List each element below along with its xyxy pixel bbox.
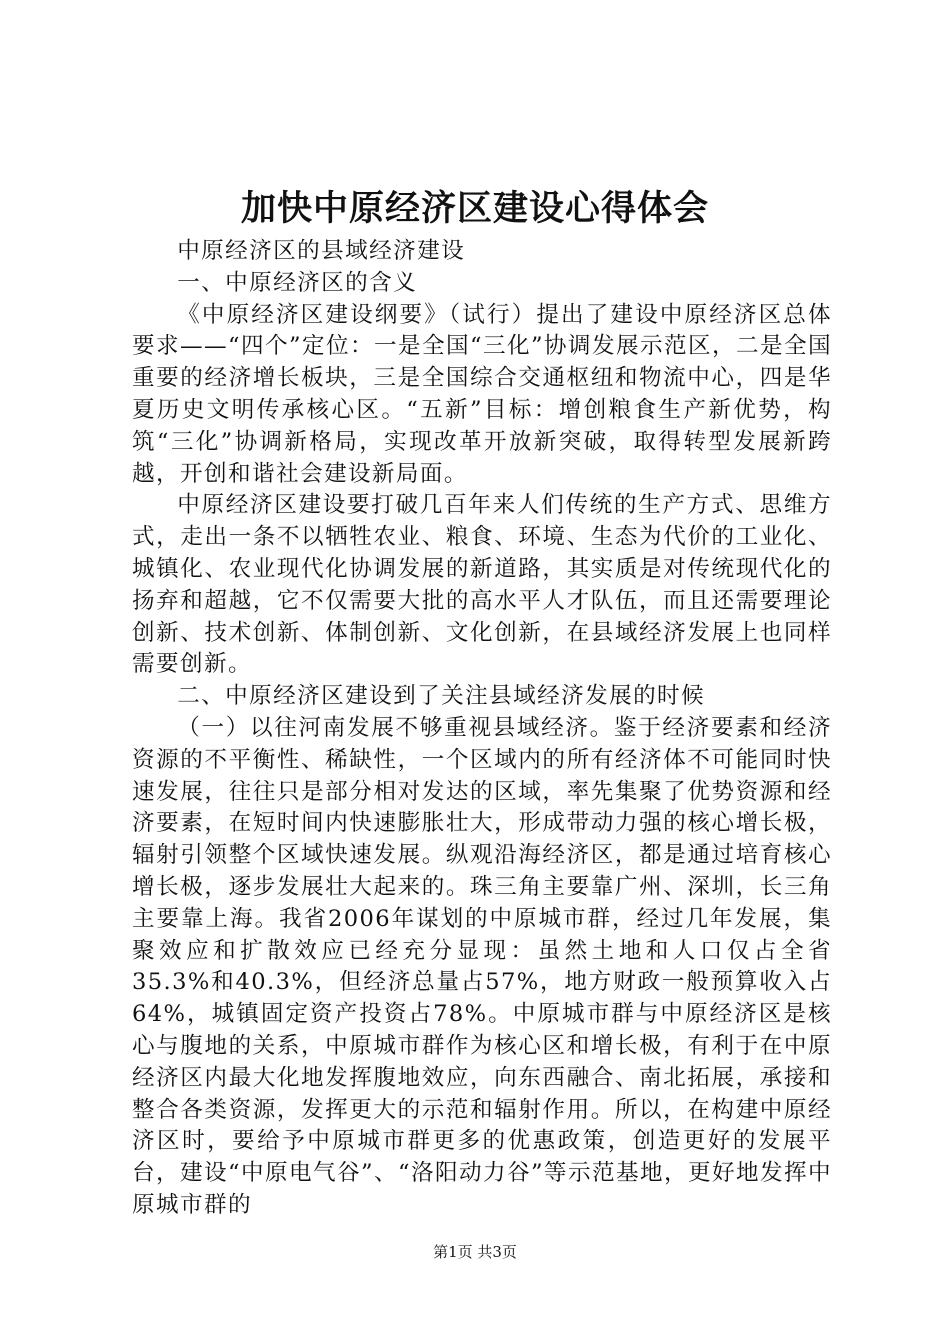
paragraph-heading-2: 二、中原经济区建设到了关注县域经济发展的时候 bbox=[177, 683, 706, 710]
paragraph-subtitle: 中原经济区的县域经济建设 bbox=[177, 238, 466, 264]
paragraph-1: 《中原经济区建设纲要》（试行）提出了建设中原经济区总体要求——“四个”定位：一是全国“三化”协调发展示范区，二是全国重要的经济增长板块，三是全国综合交通枢纽和物流中心，四是华夏历史文明传承核心区。“五新”目标：增创粮食生产新优势，构筑“三化”协调新格局，实现改革开放新突破，取得转型发展新跨越，开创和谐社会建设新局面。 bbox=[132, 301, 832, 487]
document-title: 加快中原经济区建设心得体会 bbox=[240, 188, 709, 229]
paragraph-heading-1: 一、中原经济区的含义 bbox=[177, 269, 418, 296]
paragraph-2: 中原经济区建设要打破几百年来人们传统的生产方式、思维方式，走出一条不以牺牲农业、粮食、环境、生态为代价的工业化、城镇化、农业现代化协调发展的新道路，其实质是对传统现代化的扬弃和超越，它不仅需要大批的高水平人才队伍，而且还需要理论创新、技术创新、体制创新、文化创新，在县域经济发展上也同样需要创新。 bbox=[132, 492, 832, 678]
document-body bbox=[132, 236, 832, 1222]
paragraph-3: （一）以往河南发展不够重视县域经济。鉴于经济要素和经济资源的不平衡性、稀缺性，一个区域内的所有经济体不可能同时快速发展，往往只是部分相对发达的区域，率先集聚了优势资源和经济要素，在短时间内快速膨胀壮大，形成带动力强的核心增长极，辐射引领整个区域快速发展。纵观沿海经济区，都是通过培育核心增长极，逐步发展壮大起来的。珠三角主要靠广州、深圳，长三角主要靠上海。我省2006年谋划的中原城市群，经过几年发展，集聚效应和扩散效应已经充分显现：虽然土地和人口仅占全省35.3%和40.3%，但经济总量占57%，地方财政一般预算收入占64%，城镇固定资产投资占78%。中原城市群与中原经济区是核心与腹地的关系，中原城市群作为核心区和增长极，有利于在中原经济区内最大化地发挥腹地效应，向东西融合、南北拓展，承接和整合各类资源，发挥更大的示范和辐射作用。所以，在构建中原经济区时，要给予中原城市群更多的优惠政策，创造更好的发展平台，建设“中原电气谷”、“洛阳动力谷”等示范基地，更好地发挥中原城市群的 bbox=[132, 714, 832, 1218]
page-footer: 第1页 共3页 bbox=[433, 1243, 517, 1261]
